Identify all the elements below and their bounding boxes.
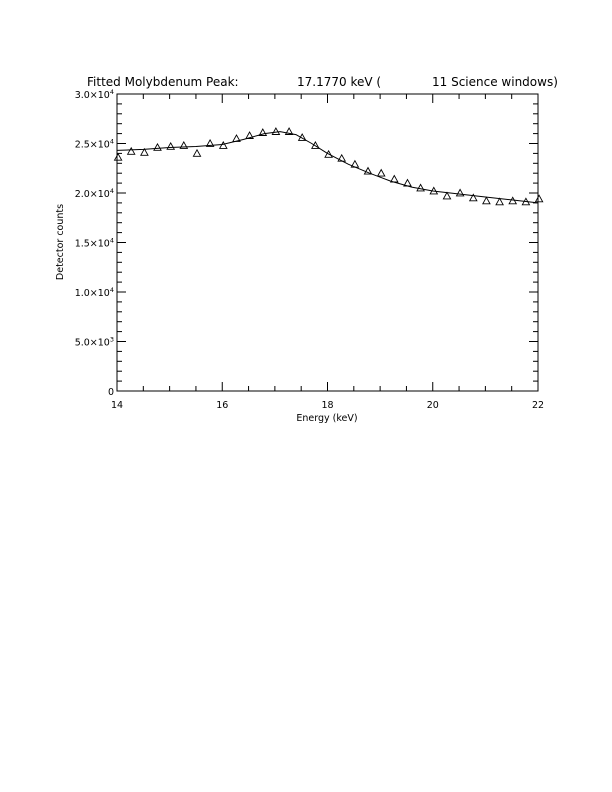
y-tick-exponent: 3: [109, 335, 114, 344]
y-tick-label: [75, 336, 114, 349]
y-tick-label: [75, 286, 114, 299]
data-point: [193, 150, 200, 157]
data-point: [167, 143, 174, 149]
chart-title: [87, 75, 558, 89]
x-tick-label: 14: [110, 400, 124, 411]
x-tick-label: 22: [531, 400, 545, 411]
y-axis-label: Detector counts: [55, 203, 66, 281]
fit-curve: [117, 132, 538, 203]
y-tick-label: [75, 237, 114, 250]
y-tick-mantissa: 3.0×10: [74, 90, 110, 101]
data-point: [378, 170, 385, 177]
data-point: [417, 184, 424, 191]
y-tick-mantissa: 2.5×10: [74, 139, 110, 151]
y-tick-exponent: 4: [109, 137, 114, 146]
y-tick-exponent: 4: [109, 286, 114, 294]
data-point: [220, 142, 227, 149]
y-tick-mantissa: 2.0×10: [74, 189, 110, 200]
y-axis-ticks: [117, 94, 538, 391]
x-tick-label: 18: [321, 400, 334, 411]
fit-curve-group: [117, 132, 538, 203]
y-tick-mantissa: 5.0×10: [74, 337, 110, 349]
y-tick-exponent: 4: [109, 187, 114, 195]
x-tick-label: 20: [426, 400, 439, 411]
y-tick-label: [108, 387, 114, 398]
y-tick-label: [75, 88, 114, 101]
data-point: [115, 154, 122, 160]
data-point: [154, 144, 161, 150]
y-tick-exponent: 4: [109, 236, 114, 245]
data-point: [457, 189, 464, 196]
y-tick-exponent: 4: [109, 88, 114, 96]
y-tick-mantissa: 1.0×10: [74, 288, 110, 299]
y-tick-mantissa: 1.5×10: [74, 238, 110, 250]
data-point: [128, 148, 135, 155]
data-point: [272, 128, 279, 135]
x-axis-ticks: [117, 94, 538, 391]
plot-frame: [117, 94, 538, 391]
data-point: [536, 195, 543, 202]
chart-title-part-1: Fitted Molybdenum Peak:: [87, 75, 239, 89]
y-tick-mantissa: 0: [107, 387, 114, 398]
chart-title-part-3: 11 Science windows): [432, 75, 558, 89]
x-axis-label: Energy (keV): [296, 413, 358, 424]
y-tick-label: [75, 187, 114, 200]
data-points-group: [115, 128, 543, 205]
data-point: [483, 197, 490, 204]
y-tick-label: [75, 138, 114, 151]
chart-title-part-2: 17.1770 keV (: [297, 75, 382, 89]
x-tick-label: 16: [216, 400, 229, 411]
x-axis-tick-labels: [111, 400, 544, 411]
y-axis-tick-labels: [75, 88, 114, 398]
